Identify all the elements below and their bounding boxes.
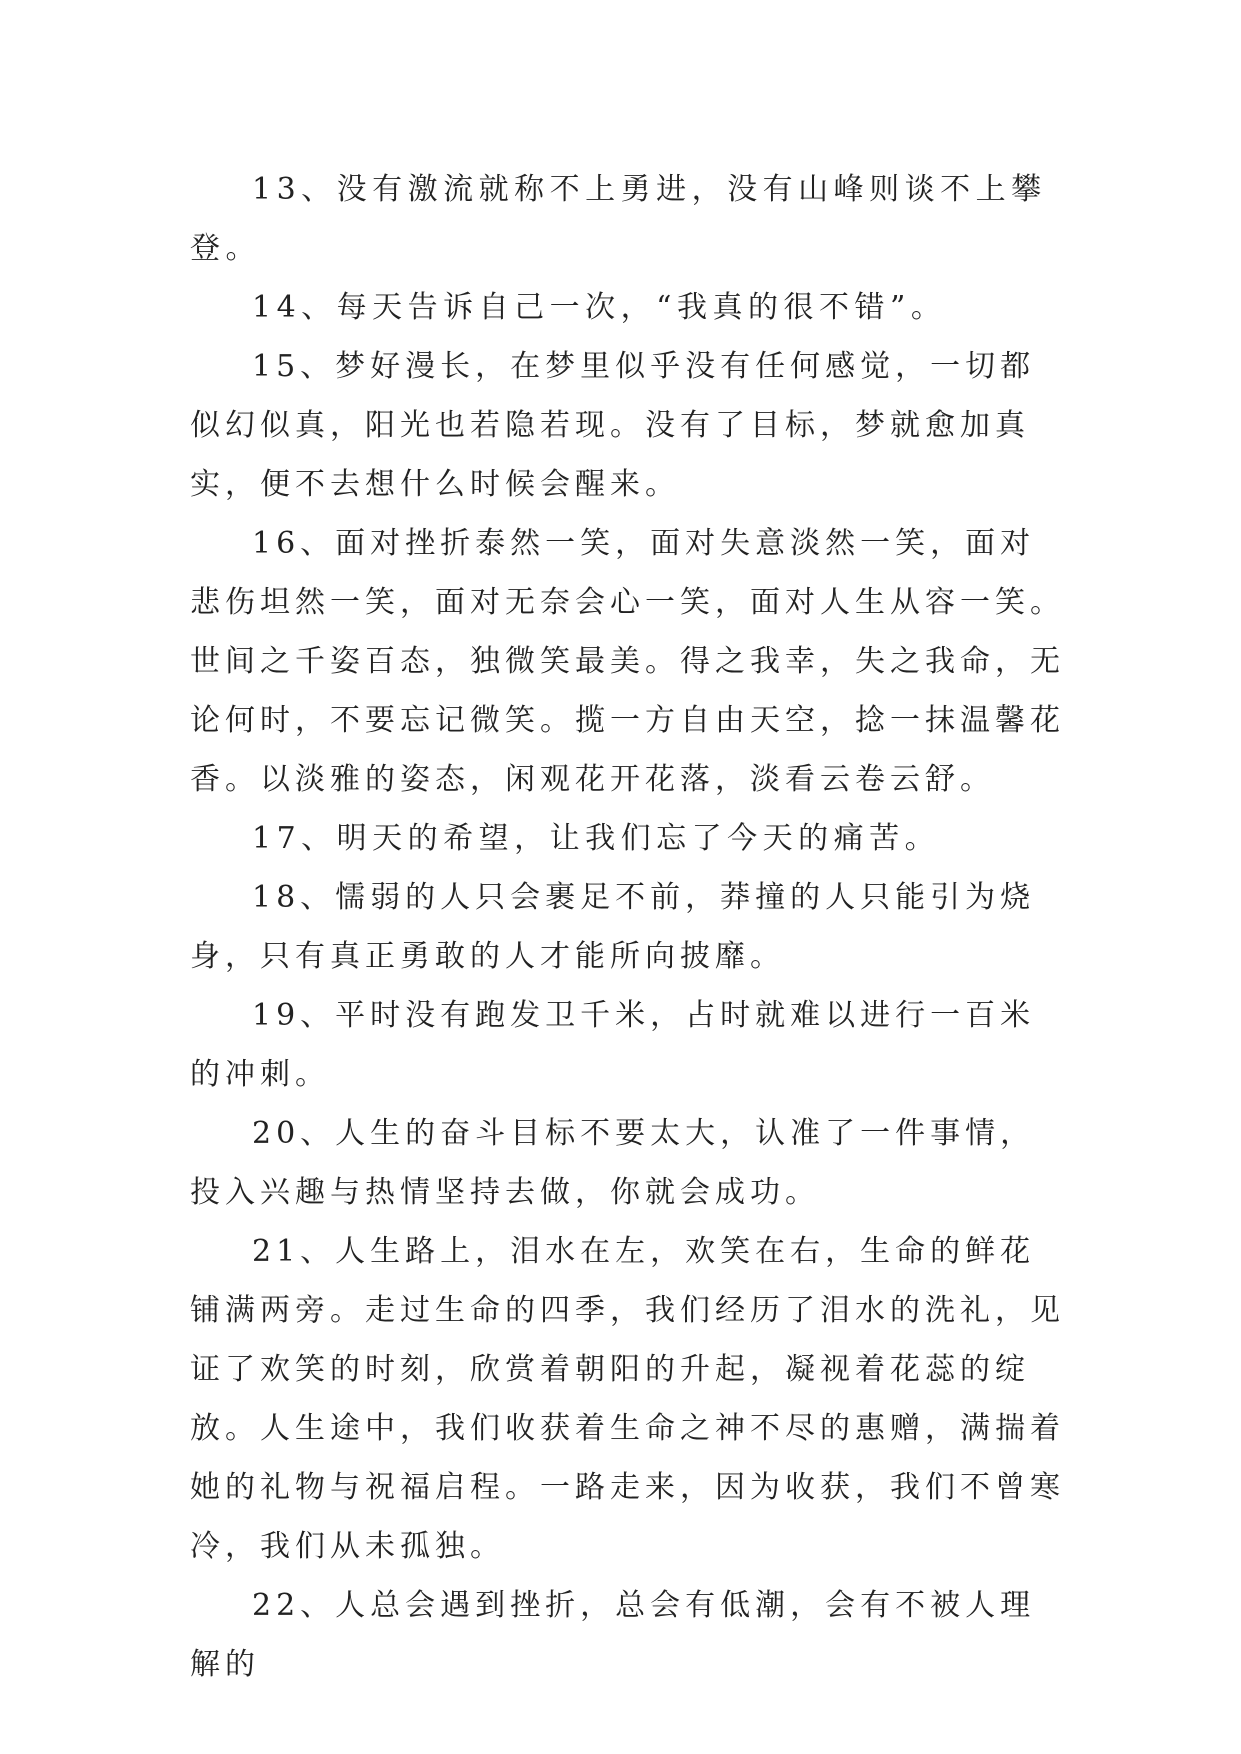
paragraph-21: 21、人生路上，泪水在左，欢笑在右，生命的鲜花铺满两旁。走过生命的四季，我们经历了泪水的洗礼，见证了欢笑的时刻，欣赏着朝阳的升起，凝视着花蕊的绽放。人生途中，我们收获着生命之神不尽的惠赠，满揣着她的礼物与祝福启程。一路走来，因为收获，我们不曾寒冷，我们从未孤独。 <box>190 1234 1065 1564</box>
paragraph-19: 19、平时没有跑发卫千米，占时就难以进行一百米的冲刺。 <box>190 998 1036 1092</box>
paragraph-16: 16、面对挫折泰然一笑，面对失意淡然一笑，面对悲伤坦然一笑，面对无奈会心一笑，面对人生从容一笑。世间之千姿百态，独微笑最美。得之我幸，失之我命，无论何时，不要忘记微笑。揽一方自由天空，捻一抹温馨花香。以淡雅的姿态，闲观花开花落，淡看云卷云舒。 <box>190 526 1065 797</box>
paragraph-15: 15、梦好漫长，在梦里似乎没有任何感觉，一切都似幻似真，阳光也若隐若现。没有了目标，梦就愈加真实，便不去想什么时候会醒来。 <box>190 349 1036 502</box>
paragraph-13: 13、没有激流就称不上勇进，没有山峰则谈不上攀登。 <box>190 172 1047 266</box>
document-body <box>190 160 1070 1694</box>
paragraph-18: 18、懦弱的人只会裹足不前，莽撞的人只能引为烧身，只有真正勇敢的人才能所向披靡。 <box>190 880 1036 974</box>
paragraph-17: 17、明天的希望，让我们忘了今天的痛苦。 <box>252 821 941 856</box>
paragraph-14: 14、每天告诉自己一次，“我真的很不错”。 <box>252 290 947 325</box>
paragraph-20: 20、人生的奋斗目标不要太大，认准了一件事情，投入兴趣与热情坚持去做，你就会成功。 <box>190 1116 1036 1210</box>
paragraph-22: 22、人总会遇到挫折，总会有低潮，会有不被人理解的 <box>190 1588 1036 1682</box>
